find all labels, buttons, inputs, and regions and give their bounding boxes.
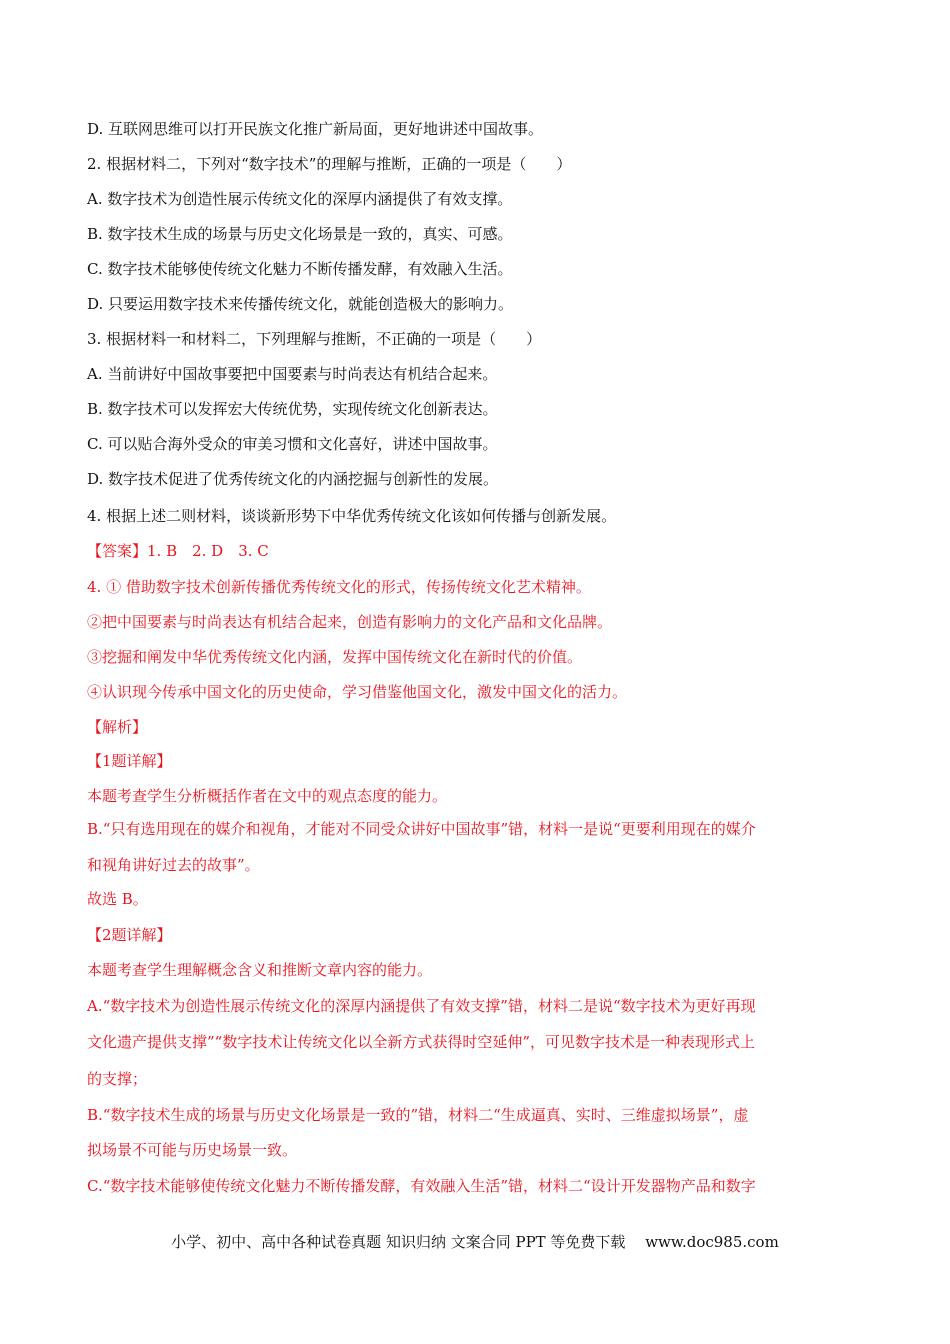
text-line: C. 可以贴合海外受众的审美习惯和文化喜好，讲述中国故事。 <box>87 435 498 453</box>
text-line: B. 数字技术可以发挥宏大传统优势，实现传统文化创新表达。 <box>87 400 498 418</box>
text-line: D. 数字技术促进了优秀传统文化的内涵挖掘与创新性的发展。 <box>87 470 499 488</box>
text-line: 本题考查学生理解概念含义和推断文章内容的能力。 <box>87 961 433 979</box>
text-line: A. 数字技术为创造性展示传统文化的深厚内涵提供了有效支撑。 <box>87 190 513 208</box>
text-line: A.“数字技术为创造性展示传统文化的深厚内涵提供了有效支撑”错，材料二是说“数字技术为更好再现 <box>87 997 756 1015</box>
text-line: 【答案】1. B 2. D 3. C <box>87 542 269 560</box>
text-line: 和视角讲好过去的故事”。 <box>87 856 260 874</box>
text-line: 2. 根据材料二，下列对“数字技术”的理解与推断，正确的一项是（ ） <box>87 155 572 173</box>
text-line: 【2题详解】 <box>87 926 172 944</box>
text-line: 3. 根据材料一和材料二，下列理解与推断，不正确的一项是（ ） <box>87 330 542 348</box>
text-line: 【解析】 <box>87 718 148 736</box>
text-line: 4. 根据上述二则材料，谈谈新形势下中华优秀传统文化该如何传播与创新发展。 <box>87 507 617 525</box>
text-line: 本题考查学生分析概括作者在文中的观点态度的能力。 <box>87 787 448 805</box>
text-line: 文化遗产提供支撑”“数字技术让传统文化以全新方式获得时空延伸”，可见数字技术是一种表现形式上 <box>87 1033 756 1051</box>
page-footer: 小学、初中、高中各种试卷真题 知识归纳 文案合同 PPT 等免费下载 www.doc985.com <box>171 1233 779 1251</box>
text-line: D. 只要运用数字技术来传播传统文化，就能创造极大的影响力。 <box>87 295 514 313</box>
text-line: C. 数字技术能够使传统文化魅力不断传播发酵，有效融入生活。 <box>87 260 513 278</box>
text-line: 【1题详解】 <box>87 752 172 770</box>
text-line: ④认识现今传承中国文化的历史使命，学习借鉴他国文化，激发中国文化的活力。 <box>87 683 628 701</box>
text-line: B.“只有选用现在的媒介和视角，才能对不同受众讲好中国故事”错，材料一是说“更要利用现在的媒介 <box>87 820 756 838</box>
text-line: 4. ① 借助数字技术创新传播优秀传统文化的形式，传扬传统文化艺术精神。 <box>87 578 591 596</box>
text-line: B. 数字技术生成的场景与历史文化场景是一致的，真实、可感。 <box>87 225 513 243</box>
text-line: 拟场景不可能与历史场景一致。 <box>87 1141 298 1159</box>
text-line: A. 当前讲好中国故事要把中国要素与时尚表达有机结合起来。 <box>87 365 498 383</box>
text-line: 故选 B。 <box>87 890 148 908</box>
text-line: 的支撑； <box>87 1070 148 1088</box>
text-line: D. 互联网思维可以打开民族文化推广新局面，更好地讲述中国故事。 <box>87 120 544 138</box>
text-line: ③挖掘和阐发中华优秀传统文化内涵，发挥中国传统文化在新时代的价值。 <box>87 648 583 666</box>
text-line: C.“数字技术能够使传统文化魅力不断传播发酵，有效融入生活”错，材料二“设计开发器物产品和数字 <box>87 1177 756 1195</box>
text-line: B.“数字技术生成的场景与历史文化场景是一致的”错，材料二“生成逼真、实时、三维虚拟场景”，虚 <box>87 1106 749 1124</box>
text-line: ②把中国要素与时尚表达有机结合起来，创造有影响力的文化产品和文化品牌。 <box>87 613 613 631</box>
